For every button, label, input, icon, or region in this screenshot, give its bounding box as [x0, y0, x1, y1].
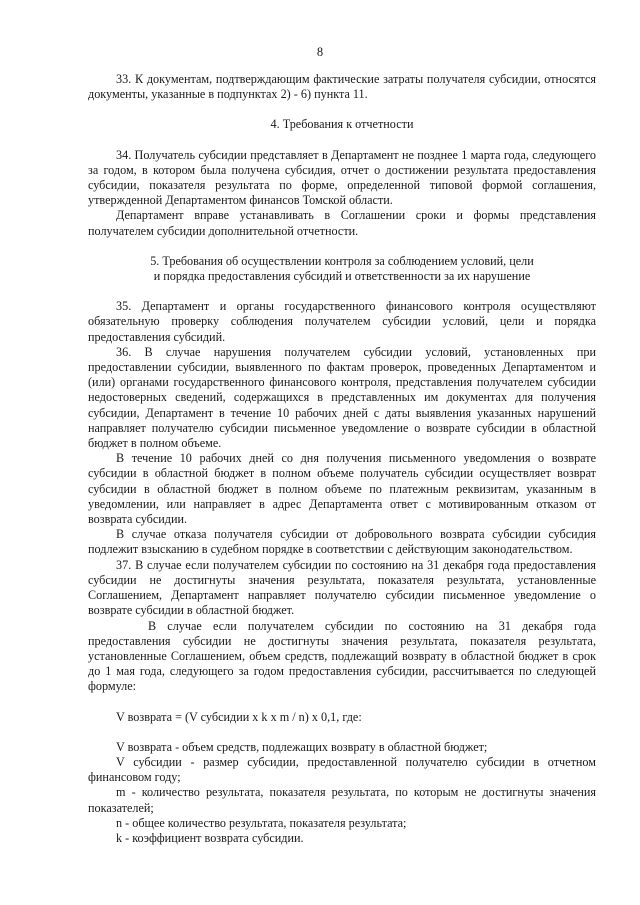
definition-k: k - коэффициент возврата субсидии.: [116, 830, 304, 845]
section-5-heading-line-1: 5. Требования об осуществлении контроля за соблюдением условий, цели: [150, 253, 534, 268]
definition-v-return: V возврата - объем средств, подлежащих возврату в областной бюджет;: [116, 739, 488, 754]
definition-n: n - общее количество результата, показателя результата;: [116, 815, 407, 830]
paragraph-34: 34. Получатель субсидии представляет в Департамент не позднее 1 марта года, следующего за годом, в котором была получена субсидия, отчет о достижении результата предоставления субсидии, показателя результата по форме, определенной типовой формой соглашения, утвержденной Департаментом финансов Томской области.: [88, 147, 596, 208]
paragraph-36-return: В течение 10 рабочих дней со дня получения письменного уведомления о возврате субсидии в областной бюджет в полном объеме получатель субсидии осуществляет возврат субсидии в областной бюджет в полном объеме по платежным реквизитам, указанным в уведомлении, или направляет в адрес Департамента ответ с мотивированным отказом от возврата субсидии.: [88, 451, 596, 527]
section-5-heading-line-2: и порядка предоставления субсидий и ответственности за их нарушение: [153, 269, 531, 284]
paragraph-34-additional: Департамент вправе устанавливать в Соглашении сроки и формы представления получателем субсидии дополнительной отчетности.: [88, 208, 596, 238]
paragraph-37: 37. В случае если получателем субсидии по состоянию на 31 декабря года предоставления субсидии не достигнуты значения результата, показателя результата, установленные Соглашением, Департамент направляет получателю субсидии письменное уведомление о возврате субсидии в областной бюджет.: [88, 557, 596, 618]
document-body: [88, 72, 596, 846]
definition-m: m - количество результата, показателя результата, по которым не достигнуты значения показателей;: [88, 785, 596, 815]
section-4-heading: 4. Требования к отчетности: [270, 117, 414, 132]
paragraph-36-refusal: В случае отказа получателя субсидии от добровольного возврата субсидии субсидия подлежит взысканию в судебном порядке в соответствии с действующим законодательством.: [88, 527, 596, 557]
page-number: 8: [316, 45, 324, 59]
definition-v-subsidy: V субсидии - размер субсидии, предоставленной получателю субсидии в отчетном финансовом году;: [88, 754, 596, 785]
paragraph-36: 36. В случае нарушения получателем субсидии условий, установленных при предоставлении субсидии, выявленного по фактам проверок, проведенных Департаментом и (или) органами государственного финансового контроля, представления получателем субсидии недостоверных сведений, содержащихся в представленных им документах для получения субсидии, Департамент в течение 10 рабочих дней с даты выявления указанных нарушений направляет получателю субсидии письменное уведомление о возврате субсидии в областной бюджет в полном объеме.: [88, 344, 596, 451]
paragraph-33: 33. К документам, подтверждающим фактические затраты получателя субсидии, относятся документы, указанные в подпунктах 2) - 6) пункта 11.: [88, 72, 596, 102]
paragraph-35: 35. Департамент и органы государственного финансового контроля осуществляют обязательную проверку соблюдения получателем субсидии условий, цели и порядка предоставления субсидий.: [88, 299, 596, 344]
paragraph-37-formula-intro: В случае если получателем субсидии по состоянию на 31 декабря года предоставления субсидии не достигнуты значения результата, показателя результата, установленные Соглашением, объем средств, подлежащий возврату в областной бюджет в срок до 1 мая года, следующего за годом предоставления субсидии, рассчитывается по следующей формуле:: [88, 618, 596, 694]
return-formula: V возврата = (V субсидии x k x m / n) x 0,1, где:: [116, 709, 362, 724]
